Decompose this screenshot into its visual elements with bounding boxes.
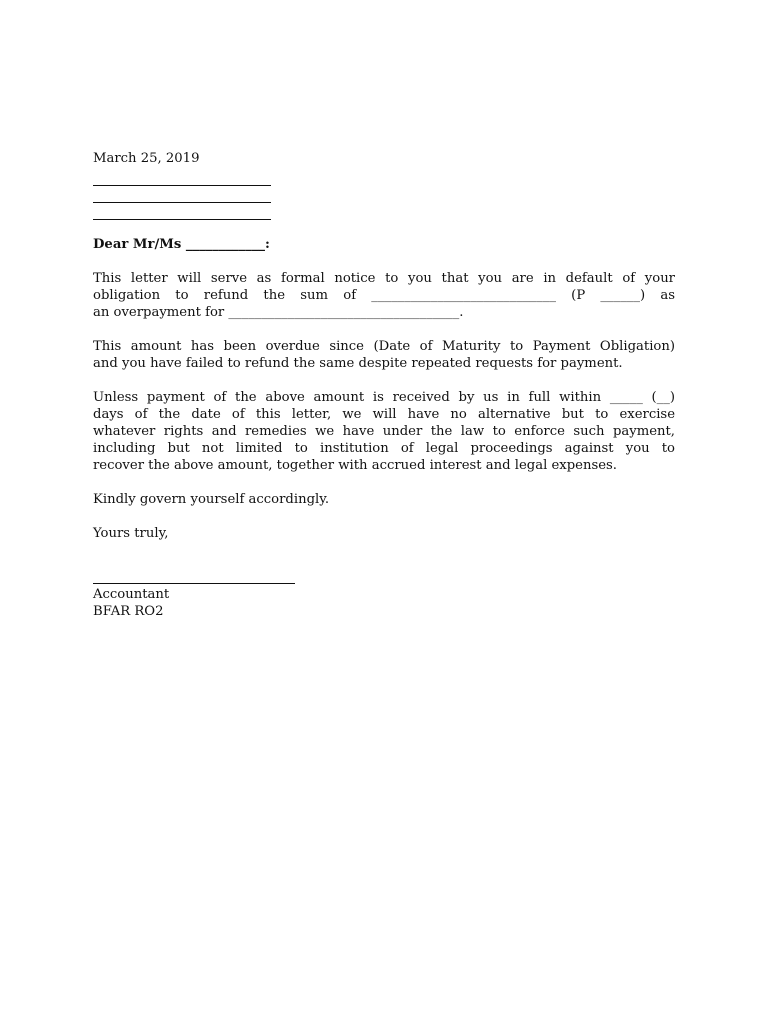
paragraph-overdue: [93, 338, 675, 372]
paragraph-line: Unless payment of the above amount is received by us in full within _____ (__): [93, 390, 675, 405]
signature-line: [93, 583, 295, 584]
address-line-2: [93, 202, 271, 203]
paragraph-line: This amount has been overdue since (Date of Maturity to Payment Obligation): [93, 339, 675, 354]
paragraph-line: an overpayment for ___________________________________.: [93, 305, 464, 320]
paragraph-line: including but not limited to institution of legal proceedings against you to: [93, 441, 675, 456]
signatory-office: BFAR RO2: [93, 604, 164, 619]
paragraph-line: recover the above amount, together with accrued interest and legal expenses.: [93, 458, 617, 473]
salutation: Dear Mr/Ms ____________:: [93, 237, 270, 252]
letter-date: March 25, 2019: [93, 151, 200, 166]
paragraph-line: and you have failed to refund the same despite repeated requests for payment.: [93, 356, 623, 371]
signatory-title: Accountant: [93, 587, 170, 602]
paragraph-notice: [93, 270, 675, 321]
closing: Yours truly,: [93, 526, 169, 541]
paragraph-demand: [93, 389, 675, 474]
recipient-address-block: [93, 185, 675, 220]
address-line-3: [93, 219, 271, 220]
paragraph-govern: Kindly govern yourself accordingly.: [93, 492, 330, 507]
paragraph-line: obligation to refund the sum of ____________________________ (P ______) as: [93, 288, 675, 303]
paragraph-line: whatever rights and remedies we have under the law to enforce such payment,: [93, 424, 675, 439]
address-line-1: [93, 185, 271, 186]
paragraph-line: This letter will serve as formal notice to you that you are in default of your: [93, 271, 675, 286]
paragraph-line: days of the date of this letter, we will have no alternative but to exercise: [93, 407, 675, 422]
letter-page: [93, 150, 675, 620]
